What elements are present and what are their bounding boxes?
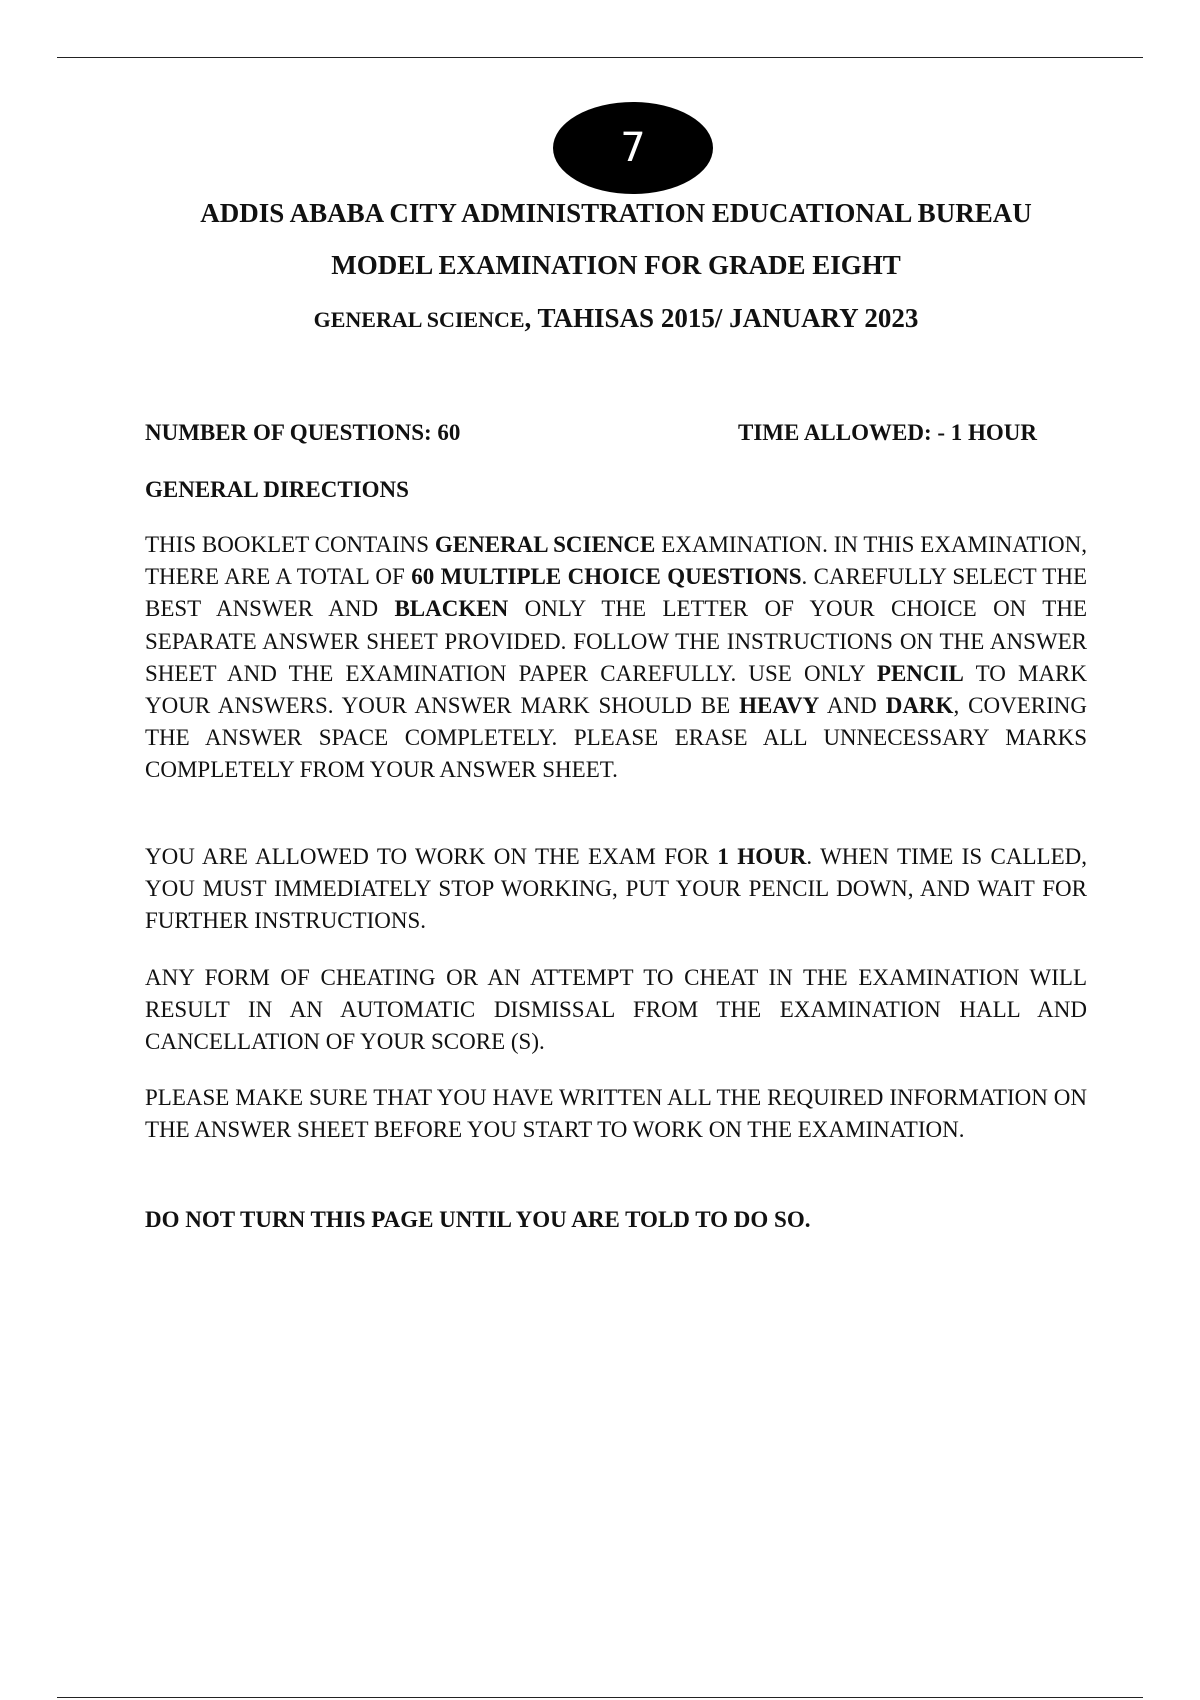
page-number-badge [553,102,713,194]
p1-bold-4: PENCIL [876,660,964,686]
bottom-rule [57,1697,1143,1698]
general-directions-title: GENERAL DIRECTIONS [145,477,409,502]
do-not-turn-notice: DO NOT TURN THIS PAGE UNTIL YOU ARE TOLD TO DO SO. [145,1207,811,1232]
top-rule [57,57,1143,58]
page-number: 7 [620,125,646,171]
directions-paragraph-4: PLEASE MAKE SURE THAT YOU HAVE WRITTEN ALL THE REQUIRED INFORMATION ON THE ANSWER SHEET BEFORE YOU START TO WORK ON THE EXAMINATION. [145,1085,1087,1143]
number-of-questions: NUMBER OF QUESTIONS: 60 [145,420,461,445]
p1-bold-6: DARK [885,693,954,719]
p2-text-1: YOU ARE ALLOWED TO WORK ON THE EXAM FOR [145,844,718,869]
directions-paragraph-2 [145,841,1087,938]
subject-name: GENERAL SCIENCE [313,307,525,332]
directions-paragraph-1 [145,529,1087,787]
p1-text-1: THIS BOOKLET CONTAINS [145,532,435,557]
p1-bold-5: HEAVY [739,693,820,719]
p1-text-2: EXAMINATION. IN THIS EXAMINATION, THERE ARE A TOTAL OF [145,532,1088,590]
exam-title: MODEL EXAMINATION FOR GRADE EIGHT [331,250,901,280]
p1-text-7: , COVERING THE ANSWER SPACE COMPLETELY. PLEASE ERASE ALL UNNECESSARY MARKS COMPLETELY FROM YOUR ANSWER SHEET. [145,693,1087,783]
p2-text-2: . WHEN TIME IS CALLED, YOU MUST IMMEDIATELY STOP WORKING, PUT YOUR PENCIL DOWN, AND WAIT FOR FURTHER INSTRUCTIONS. [145,844,1087,934]
p1-bold-2: 60 MULTIPLE CHOICE QUESTIONS [411,564,802,590]
bureau-title: ADDIS ABABA CITY ADMINISTRATION EDUCATIONAL BUREAU [200,198,1032,228]
p2-bold-1: 1 HOUR [717,844,807,869]
p1-bold-3: BLACKEN [394,596,509,622]
p1-text-4: ONLY THE LETTER OF YOUR CHOICE ON THE SEPARATE ANSWER SHEET PROVIDED. FOLLOW THE INSTRUCTIONS ON THE ANSWER SHEET AND THE EXAMINATION PAPER CAREFULLY. USE ONLY [145,596,1087,686]
p1-text-3: . CAREFULLY SELECT THE BEST ANSWER AND [145,564,1087,622]
p1-text-6: AND [819,693,886,719]
exam-date: , TAHISAS 2015/ JANUARY 2023 [524,303,919,333]
directions-paragraph-3: ANY FORM OF CHEATING OR AN ATTEMPT TO CHEAT IN THE EXAMINATION WILL RESULT IN AN AUTOMATIC DISMISSAL FROM THE EXAMINATION HALL AND CANCELLATION OF YOUR SCORE (S). [145,965,1087,1055]
p1-text-5: TO MARK YOUR ANSWERS. YOUR ANSWER MARK SHOULD BE [145,660,1088,719]
time-allowed: TIME ALLOWED: - 1 HOUR [738,420,1038,445]
p1-bold-1: GENERAL SCIENCE [434,532,656,557]
subject-date-line [0,303,1200,334]
